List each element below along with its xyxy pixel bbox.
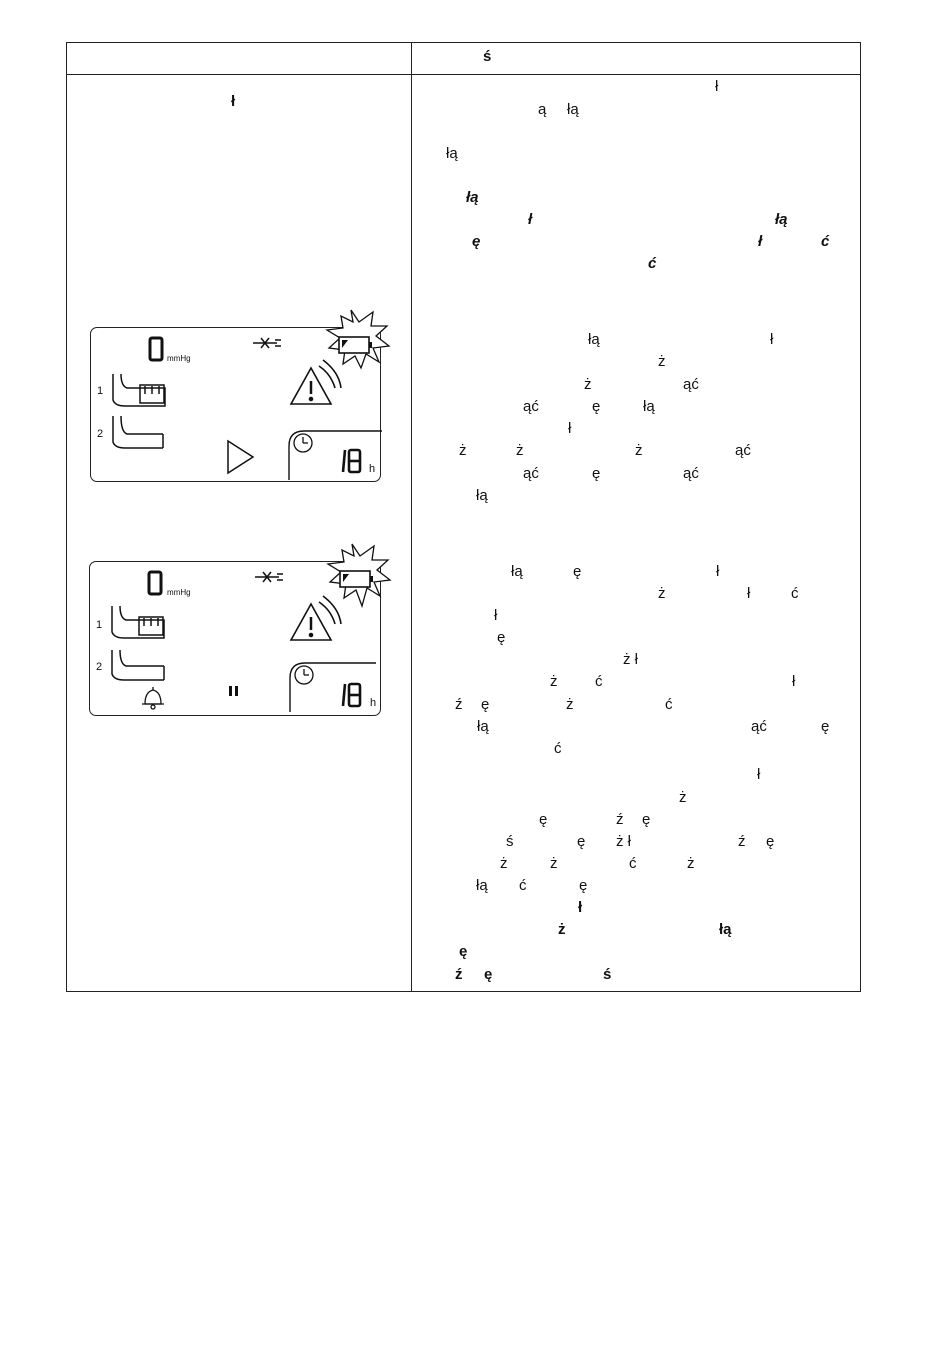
timer-unit: h bbox=[369, 463, 376, 475]
text-fragment: ę bbox=[579, 877, 588, 894]
text-fragment: ł bbox=[715, 78, 719, 95]
text-fragment: ł bbox=[716, 563, 720, 580]
text-fragment: ąć bbox=[523, 398, 539, 415]
lcd-display-2 bbox=[89, 561, 381, 716]
text-fragment: ż bbox=[516, 442, 524, 459]
leg-1-cuff-icon bbox=[112, 606, 164, 638]
timer-unit: h bbox=[370, 697, 377, 709]
text-fragment: ź bbox=[616, 811, 624, 828]
play-icon bbox=[228, 441, 253, 473]
leg-1-cuff-icon bbox=[113, 374, 165, 406]
text-fragment: ę bbox=[484, 966, 493, 983]
text-fragment: ł bbox=[494, 607, 498, 624]
text-fragment: ąć bbox=[751, 718, 767, 735]
text-fragment: ę bbox=[539, 811, 548, 828]
clock-icon bbox=[295, 666, 313, 684]
lcd-display-1-graphics bbox=[91, 328, 382, 483]
text-fragment: ż bbox=[584, 376, 592, 393]
text-fragment: ł bbox=[568, 420, 572, 437]
leg-2-icon bbox=[113, 416, 163, 448]
text-fragment: ę bbox=[592, 465, 601, 482]
text-fragment: ę bbox=[472, 233, 481, 250]
leg-2-label: 2 bbox=[97, 428, 104, 440]
timer-panel bbox=[290, 663, 376, 712]
pressure-unit: mmHg bbox=[167, 588, 191, 597]
text-fragment: ć bbox=[648, 255, 657, 272]
text-fragment: ś bbox=[506, 833, 514, 850]
text-fragment: ż bbox=[550, 855, 558, 872]
pressure-digit-icon bbox=[150, 338, 162, 360]
text-fragment: łą bbox=[476, 487, 488, 504]
text-fragment: ź bbox=[455, 966, 463, 983]
text-fragment: ć bbox=[519, 877, 527, 894]
text-fragment: ć bbox=[595, 673, 603, 690]
pressure-digit-icon bbox=[149, 572, 161, 594]
text-fragment: ł bbox=[770, 331, 774, 348]
text-fragment: ąć bbox=[735, 442, 751, 459]
mains-plug-icon bbox=[255, 572, 283, 582]
text-fragment: ę bbox=[459, 943, 468, 960]
header-right: ś bbox=[483, 48, 492, 65]
text-fragment: ąć bbox=[683, 376, 699, 393]
column-divider bbox=[411, 43, 412, 991]
text-fragment: ć bbox=[629, 855, 637, 872]
text-fragment: ż bbox=[550, 673, 558, 690]
text-fragment: łą bbox=[719, 921, 732, 938]
bell-icon bbox=[142, 687, 164, 709]
text-fragment: ż bbox=[687, 855, 695, 872]
text-fragment: ł bbox=[528, 211, 533, 228]
text-fragment: ł bbox=[792, 673, 796, 690]
lcd-display-2-graphics bbox=[90, 562, 382, 717]
timer-digits-icon bbox=[343, 684, 360, 706]
text-fragment: ę bbox=[573, 563, 582, 580]
text-fragment: ż ł bbox=[623, 651, 638, 668]
text-fragment: łą bbox=[446, 145, 458, 162]
warning-icon bbox=[291, 596, 341, 640]
text-fragment: ż bbox=[658, 353, 666, 370]
left-col-glyph: ł bbox=[231, 93, 236, 110]
text-fragment: ż bbox=[459, 442, 467, 459]
text-fragment: łą bbox=[643, 398, 655, 415]
text-fragment: ł bbox=[757, 766, 761, 783]
text-fragment: ę bbox=[592, 398, 601, 415]
pause-icon bbox=[229, 686, 238, 696]
lcd-display-1 bbox=[90, 327, 381, 482]
text-fragment: ł bbox=[578, 899, 583, 916]
text-fragment: ć bbox=[554, 740, 562, 757]
text-fragment: ę bbox=[642, 811, 651, 828]
text-fragment: ż bbox=[566, 696, 574, 713]
text-fragment: ś bbox=[603, 966, 612, 983]
text-fragment: ę bbox=[577, 833, 586, 850]
text-fragment: ż bbox=[635, 442, 643, 459]
text-fragment: ł bbox=[747, 585, 751, 602]
text-fragment: łą bbox=[588, 331, 600, 348]
text-fragment: łą bbox=[775, 211, 788, 228]
text-fragment: ąć bbox=[523, 465, 539, 482]
clock-icon bbox=[294, 434, 312, 452]
text-fragment: ł bbox=[758, 233, 763, 250]
text-fragment: ż bbox=[558, 921, 566, 938]
header-divider bbox=[67, 74, 860, 75]
text-fragment: ę bbox=[481, 696, 490, 713]
text-fragment: ę bbox=[497, 629, 506, 646]
text-fragment: łą bbox=[567, 101, 579, 118]
leg-1-label: 1 bbox=[97, 385, 104, 397]
text-fragment: ż bbox=[500, 855, 508, 872]
text-fragment: ę bbox=[766, 833, 775, 850]
leg-2-icon bbox=[112, 650, 164, 680]
leg-1-label: 1 bbox=[96, 619, 103, 631]
mains-plug-icon bbox=[253, 338, 281, 348]
timer-digits-icon bbox=[343, 450, 360, 472]
text-fragment: ź bbox=[455, 696, 463, 713]
text-fragment: ż ł bbox=[616, 833, 631, 850]
text-fragment: ź bbox=[738, 833, 746, 850]
pressure-unit: mmHg bbox=[167, 354, 191, 363]
text-fragment: łą bbox=[477, 718, 489, 735]
warning-icon bbox=[291, 360, 341, 404]
text-fragment: ć bbox=[821, 233, 830, 250]
text-fragment: ć bbox=[791, 585, 799, 602]
text-fragment: ć bbox=[665, 696, 673, 713]
text-fragment: ż bbox=[679, 789, 687, 806]
text-fragment: ą bbox=[538, 101, 547, 118]
text-fragment: łą bbox=[476, 877, 488, 894]
text-fragment: łą bbox=[466, 189, 479, 206]
text-fragment: ę bbox=[821, 718, 830, 735]
text-fragment: łą bbox=[511, 563, 523, 580]
leg-2-label: 2 bbox=[96, 661, 103, 673]
text-fragment: ąć bbox=[683, 465, 699, 482]
text-fragment: ż bbox=[658, 585, 666, 602]
